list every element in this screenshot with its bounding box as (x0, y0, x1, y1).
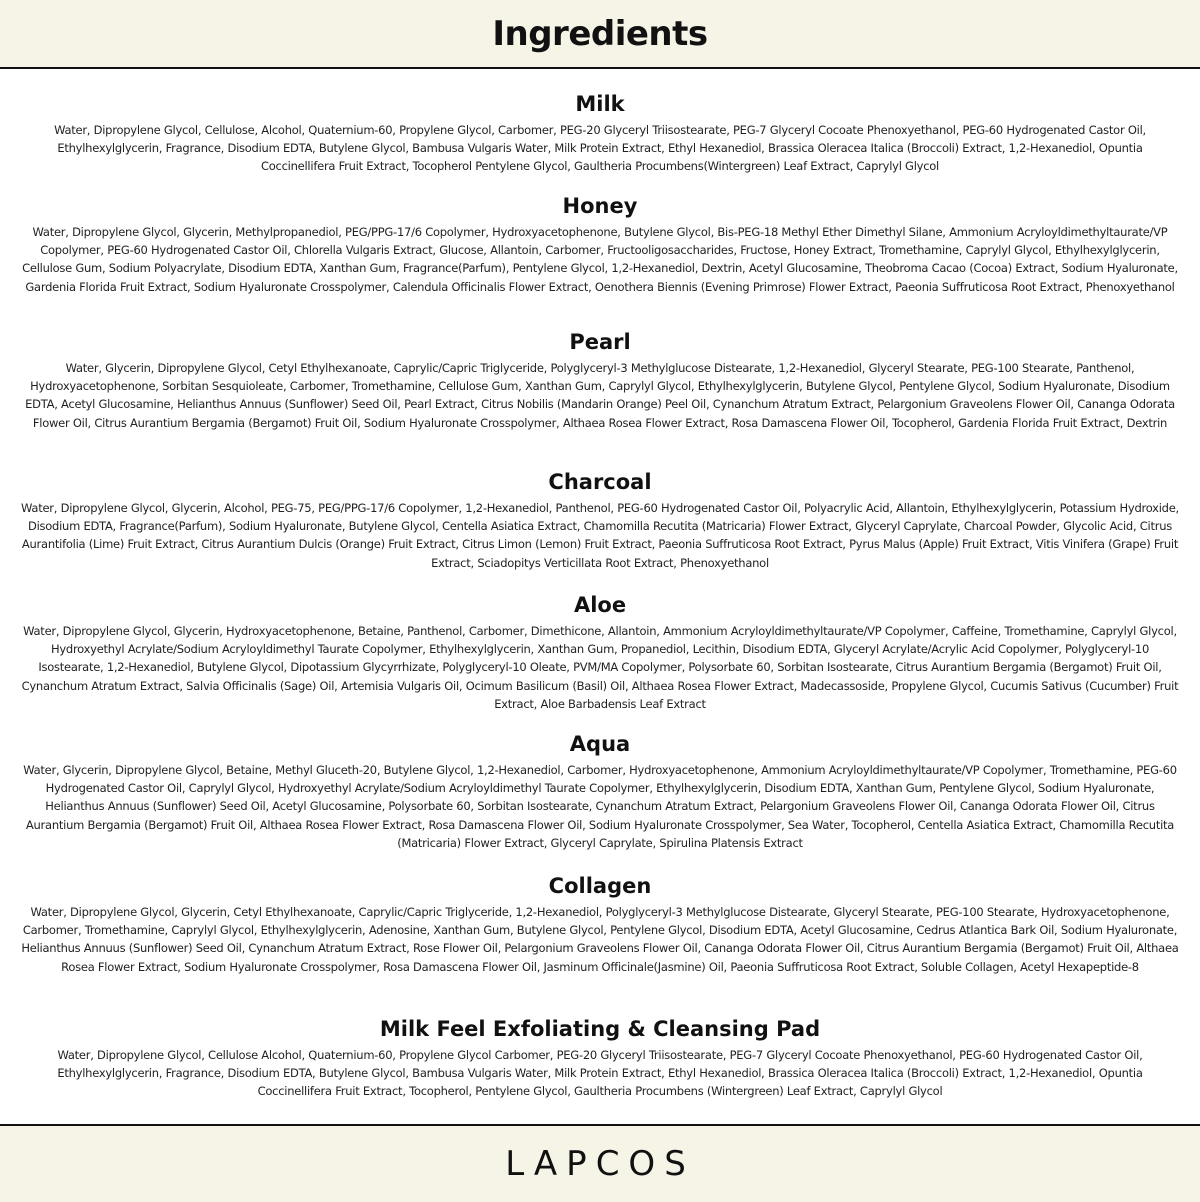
section-title: Collagen (548, 874, 652, 898)
section-aloe (20, 592, 1180, 713)
brand-logo: LAPCOS (505, 1144, 695, 1184)
ingredient-list: Water, Dipropylene Glycol, Glycerin, Cetyl Ethylhexanoate, Caprylic/Capric Triglyceride, 1,2-Hexanediol, Polyglyceryl-3 Methylglucose Distearate, Glyceryl Stearate, PEG-100 Stearate, Hydroxyacetophenone, Carbomer, Tromethamine, Caprylyl Glycol, Ethylhexylglycerin, Adenosine, Xanthan Gum, Butylene Glycol, Pentylene Glycol, Disodium EDTA, Acetyl Glucosamine, Cedrus Atlantica Bark Oil, Sodium Hyaluronate, Helianthus Annuus (Sunflower) Seed Oil, Cynanchum Atratum Extract, Rose Flower Oil, Pelargonium Graveolens Flower Oil, Cananga Odorata Flower Oil, Citrus Aurantium Bergamia (Bergamot) Fruit Oil, Althaea Rosea Flower Extract, Sodium Hyaluronate Crosspolymer, Rosa Damascena Flower Oil, Jasminum Officinale(Jasmine) Oil, Paeonia Suffruticosa Root Extract, Soluble Collagen, Acetyl Hexapeptide-8 (21, 905, 1179, 974)
section-title: Milk Feel Exfoliating & Cleansing Pad (379, 1017, 821, 1041)
section-honey (20, 193, 1180, 296)
ingredient-list: Water, Glycerin, Dipropylene Glycol, Cetyl Ethylhexanoate, Caprylic/Capric Triglyceride, Polyglyceryl-3 Methylglucose Distearate, 1,2-Hexanediol, Glyceryl Stearate, PEG-100 Stearate, Panthenol, Hydroxyacetophenone, Sorbitan Sesquioleate, Carbomer, Tromethamine, Cellulose Gum, Xanthan Gum, Caprylyl Glycol, Ethylhexylglycerin, Butylene Glycol, Pentylene Glycol, Sodium Hyaluronate, Disodium EDTA, Acetyl Glucosamine, Helianthus Annuus (Sunflower) Seed Oil, Pearl Extract, Citrus Nobilis (Mandarin Orange) Peel Oil, Cynanchum Atratum Extract, Pelargonium Graveolens Flower Oil, Cananga Odorata Flower Oil, Citrus Aurantium Bergamia (Bergamot) Fruit Oil, Sodium Hyaluronate Crosspolymer, Althaea Rosea Flower Extract, Rosa Damascena Flower Oil, Tocopherol, Gardenia Florida Fruit Extract, Dextrin (25, 361, 1175, 430)
page-title: Ingredients (492, 13, 708, 54)
section-pearl (20, 329, 1180, 432)
section-milk (20, 91, 1180, 176)
ingredient-list: Water, Glycerin, Dipropylene Glycol, Betaine, Methyl Gluceth-20, Butylene Glycol, 1,2-Hexanediol, Carbomer, Hydroxyacetophenone, Ammonium Acryloyldimethyltaurate/VP Copolymer, Tromethamine, PEG-60 Hydrogenated Castor Oil, Caprylyl Glycol, Hydroxyethyl Acrylate/Sodium Acryloyldimethyl Taurate Copolymer, Ethylhexylglycerin, Disodium EDTA, Xanthan Gum, Pentylene Glycol, Sodium Hyaluronate, Helianthus Annuus (Sunflower) Seed Oil, Acetyl Glucosamine, Polysorbate 60, Sorbitan Isostearate, Cynanchum Atratum Extract, Pelargonium Graveolens Flower Oil, Cananga Odorata Flower Oil, Citrus Aurantium Bergamia (Bergamot) Fruit Oil, Althaea Rosea Flower Extract, Rosa Damascena Flower Oil, Sodium Hyaluronate Crosspolymer, Sea Water, Tocopherol, Centella Asiatica Extract, Chamomilla Recutita (Matricaria) Flower Extract, Glyceryl Caprylate, Spirulina Platensis Extract (23, 763, 1177, 850)
section-title: Aqua (569, 732, 631, 756)
section-title: Aloe (573, 593, 627, 617)
ingredient-list: Water, Dipropylene Glycol, Cellulose, Alcohol, Quaternium-60, Propylene Glycol, Carbomer, PEG-20 Glyceryl Triisostearate, PEG-7 Glyceryl Cocoate Phenoxyethanol, PEG-60 Hydrogenated Castor Oil, Ethylhexylglycerin, Fragrance, Disodium EDTA, Butylene Glycol, Bambusa Vulgaris Water, Milk Protein Extract, Ethyl Hexanediol, Brassica Oleracea Italica (Broccoli) Extract, 1,2-Hexanediol, Opuntia Coccinellifera Fruit Extract, Tocopherol Pentylene Glycol, Gaultheria Procumbens(Wintergreen) Leaf Extract, Caprylyl Glycol (54, 123, 1146, 174)
ingredient-list: Water, Dipropylene Glycol, Glycerin, Hydroxyacetophenone, Betaine, Panthenol, Carbomer, Dimethicone, Allantoin, Ammonium Acryloyldimethyltaurate/VP Copolymer, Caffeine, Tromethamine, Caprylyl Glycol, Hydroxyethyl Acrylate/Sodium Acryloyldimethyl Taurate Copolymer, Ethylhexylglycerin, Xanthan Gum, Propanediol, Lecithin, Disodium EDTA, Glyceryl Acrylate/Acrylic Acid Copolymer, Polyglyceryl-10 Isostearate, 1,2-Hexanediol, Butylene Glycol, Dipotassium Glycyrrhizate, Polyglyceryl-10 Oleate, PVM/MA Copolymer, Polysorbate 60, Sorbitan Isostearate, Citrus Aurantium Bergamia (Bergamot) Fruit Oil, Cynanchum Atratum Extract, Salvia Officinalis (Sage) Oil, Artemisia Vulgaris Oil, Ocimum Basilicum (Basil) Oil, Althaea Rosea Flower Extract, Madecassoside, Propylene Glycol, Cucumis Sativus (Cucumber) Fruit Extract, Aloe Barbadensis Leaf Extract (21, 624, 1179, 711)
section-cleansing-pad (20, 1016, 1180, 1101)
ingredient-list: Water, Dipropylene Glycol, Glycerin, Alcohol, PEG-75, PEG/PPG-17/6 Copolymer, 1,2-Hexanediol, Panthenol, PEG-60 Hydrogenated Castor Oil, Polyacrylic Acid, Allantoin, Ethylhexylglycerin, Potassium Hydroxide, Disodium EDTA, Fragrance(Parfum), Sodium Hyaluronate, Butylene Glycol, Centella Asiatica Extract, Chamomilla Recutita (Matricaria) Flower Extract, Glyceryl Caprylate, Charcoal Powder, Glycolic Acid, Citrus Aurantifolia (Lime) Fruit Extract, Citrus Aurantium Dulcis (Orange) Fruit Extract, Citrus Limon (Lemon) Fruit Extract, Paeonia Suffruticosa Root Extract, Pyrus Malus (Apple) Fruit Extract, Vitis Vinifera (Grape) Fruit Extract, Sciadopitys Verticillata Root Extract, Phenoxyethanol (21, 501, 1179, 570)
header-band (0, 0, 1200, 69)
section-aqua (20, 731, 1180, 852)
ingredient-list: Water, Dipropylene Glycol, Cellulose Alcohol, Quaternium-60, Propylene Glycol Carbomer, PEG-20 Glyceryl Triisostearate, PEG-7 Glyceryl Cocoate Phenoxyethanol, PEG-60 Hydrogenated Castor Oil, Ethylhexylglycerin, Fragrance, Disodium EDTA, Butylene Glycol, Bambusa Vulgaris Water, Milk Protein Extract, Ethyl Hexanediol, Brassica Oleracea Italica (Broccoli) Extract, 1,2-Hexanediol, Opuntia Coccinellifera Fruit Extract, Tocopherol, Pentylene Glycol, Gaultheria Procumbens (Wintergreen) Leaf Extract, Caprylyl Glycol (57, 1048, 1143, 1099)
section-charcoal (20, 469, 1180, 572)
section-title: Pearl (569, 330, 631, 354)
section-title: Honey (562, 194, 638, 218)
section-title: Charcoal (548, 470, 652, 494)
ingredients-content (0, 69, 1200, 1124)
section-title: Milk (575, 92, 625, 116)
section-collagen (20, 873, 1180, 976)
footer-band (0, 1124, 1200, 1202)
ingredient-list: Water, Dipropylene Glycol, Glycerin, Methylpropanediol, PEG/PPG-17/6 Copolymer, Hydroxyacetophenone, Butylene Glycol, Bis-PEG-18 Methyl Ether Dimethyl Silane, Ammonium Acryloyldimethyltaurate/VP Copolymer, PEG-60 Hydrogenated Castor Oil, Chlorella Vulgaris Extract, Glucose, Allantoin, Carbomer, Fructooligosaccharides, Fructose, Honey Extract, Tromethamine, Caprylyl Glycol, Ethylhexylglycerin, Cellulose Gum, Sodium Polyacrylate, Disodium EDTA, Xanthan Gum, Fragrance(Parfum), Pentylene Glycol, 1,2-Hexanediol, Dextrin, Acetyl Glucosamine, Theobroma Cacao (Cocoa) Extract, Sodium Hyaluronate, Gardenia Florida Fruit Extract, Sodium Hyaluronate Crosspolymer, Calendula Officinalis Flower Extract, Oenothera Biennis (Evening Primrose) Flower Extract, Paeonia Suffruticosa Root Extract, Phenoxyethanol (22, 225, 1178, 294)
